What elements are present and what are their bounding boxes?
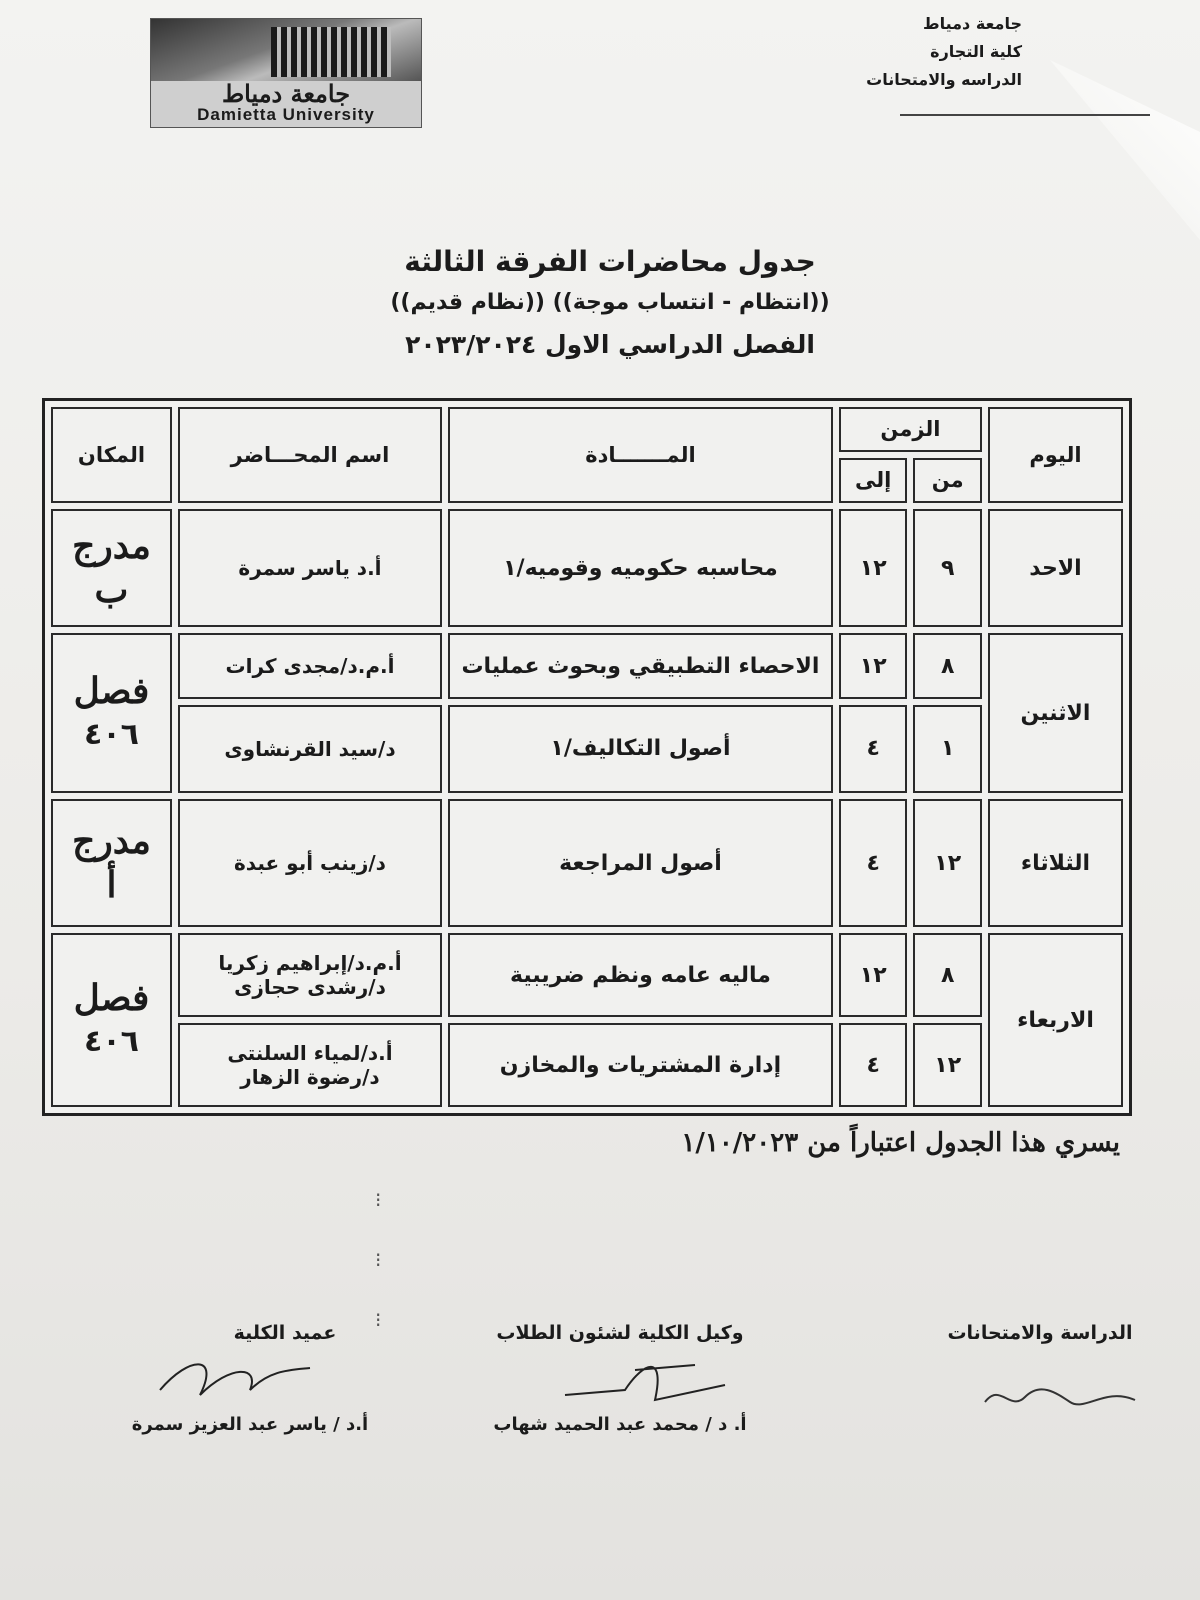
- lecturer-cell: أ.م.د/مجدى كرات: [178, 633, 442, 698]
- lecturer-name: د/رضوة الزهار: [240, 1065, 380, 1090]
- subject-cell: محاسبه حكوميه وقوميه/١: [448, 509, 833, 628]
- table-row: [51, 933, 1123, 1017]
- from-cell: ١٢: [913, 1023, 982, 1107]
- table-row: [51, 633, 1123, 698]
- schedule-subtitle: ((انتظام - انتساب موجة)) ((نظام قديم)): [390, 290, 830, 315]
- subject-cell: أصول التكاليف/١: [448, 705, 833, 793]
- place-word: مدرج: [72, 820, 151, 863]
- place-number: ٤٠٦: [84, 1024, 139, 1060]
- day-cell: الاثنين: [988, 633, 1123, 792]
- to-cell: ١٢: [839, 633, 908, 698]
- lecturer-name: أ.د/لمياء السلنتى: [227, 1041, 393, 1066]
- signature-name: أ. د / محمد عبد الحميد شهاب: [493, 1414, 747, 1435]
- header-time: الزمن: [839, 407, 982, 452]
- to-cell: ٤: [839, 1023, 908, 1107]
- logo-arabic-text: جامعة دمياط: [221, 79, 351, 108]
- lecturer-cell: د/زينب أبو عبدة: [178, 799, 442, 928]
- header-university: جامعة دمياط: [922, 14, 1022, 33]
- fold-marks: ⁝ ⁝ ⁝: [375, 1188, 382, 1332]
- university-logo: [150, 18, 422, 128]
- place-word: مدرج: [72, 525, 151, 568]
- lecturer-cell: [178, 933, 442, 1017]
- place-number: ب: [94, 569, 129, 612]
- lecturer-cell: أ.د ياسر سمرة: [178, 509, 442, 628]
- lecturer-name: أ.م.د/إبراهيم زكريا: [218, 951, 402, 976]
- header-from: من: [913, 458, 982, 503]
- from-cell: ٨: [913, 933, 982, 1017]
- header-to: إلى: [839, 458, 908, 503]
- to-cell: ١٢: [839, 509, 908, 628]
- faculty-header: [782, 10, 1022, 94]
- header-day: اليوم: [988, 407, 1123, 503]
- subject-cell: الاحصاء التطبيقي وبحوث عمليات: [448, 633, 833, 698]
- place-word: فصل: [73, 670, 150, 713]
- schedule-title: جدول محاضرات الفرقة الثالثة: [404, 245, 816, 278]
- from-cell: ١٢: [913, 799, 982, 928]
- signature-scribble-exams: [975, 1372, 1145, 1422]
- place-cell: [51, 509, 172, 628]
- day-cell: الاحد: [988, 509, 1123, 628]
- place-number: أ: [106, 864, 117, 907]
- subject-cell: أصول المراجعة: [448, 799, 833, 928]
- place-cell: [51, 933, 172, 1107]
- to-cell: ٤: [839, 799, 908, 928]
- header-place: المكان: [51, 407, 172, 503]
- day-cell: الثلاثاء: [988, 799, 1123, 928]
- logo-english-text: Damietta University: [197, 105, 375, 124]
- signature-role: عميد الكلية: [233, 1322, 337, 1344]
- lecture-schedule-table: [42, 398, 1132, 1116]
- subject-cell: ماليه عامه ونظم ضريبية: [448, 933, 833, 1017]
- header-rule: [900, 114, 1150, 116]
- to-cell: ١٢: [839, 933, 908, 1017]
- table-row: [51, 1023, 1123, 1107]
- signature-role: وكيل الكلية لشئون الطلاب: [496, 1322, 744, 1344]
- signature-scribble-vice-dean: [555, 1350, 735, 1415]
- from-cell: ٨: [913, 633, 982, 698]
- from-cell: ١: [913, 705, 982, 793]
- table-row: [51, 705, 1123, 793]
- day-cell: الاربعاء: [988, 933, 1123, 1107]
- header-lecturer: اسم المحـــاضر: [178, 407, 442, 503]
- signature-name: أ.د / ياسر عبد العزيز سمرة: [131, 1414, 369, 1435]
- place-cell: [51, 799, 172, 928]
- lecturer-cell: د/سيد القرنشاوى: [178, 705, 442, 793]
- schedule-titles: [280, 240, 940, 368]
- signature-role: الدراسة والامتحانات: [947, 1322, 1133, 1344]
- lecturer-name: د/رشدى حجازى: [234, 975, 386, 1000]
- subject-cell: إدارة المشتريات والمخازن: [448, 1023, 833, 1107]
- table-row: [51, 509, 1123, 628]
- header-faculty: كلية التجارة: [930, 42, 1022, 61]
- signature-exams: [930, 1322, 1150, 1344]
- place-cell: [51, 633, 172, 792]
- from-cell: ٩: [913, 509, 982, 628]
- signature-scribble-dean: [150, 1350, 320, 1410]
- place-number: ٤٠٦: [84, 717, 139, 753]
- header-subject: المـــــــادة: [448, 407, 833, 503]
- table-row: [51, 799, 1123, 928]
- header-department: الدراسه والامتحانات: [866, 70, 1022, 89]
- place-word: فصل: [73, 977, 150, 1020]
- lecturer-cell: [178, 1023, 442, 1107]
- schedule-semester: الفصل الدراسي الاول ٢٠٢٣/٢٠٢٤: [405, 330, 815, 359]
- validity-note: يسري هذا الجدول اعتباراً من ١/١٠/٢٠٢٣: [681, 1128, 1120, 1158]
- to-cell: ٤: [839, 705, 908, 793]
